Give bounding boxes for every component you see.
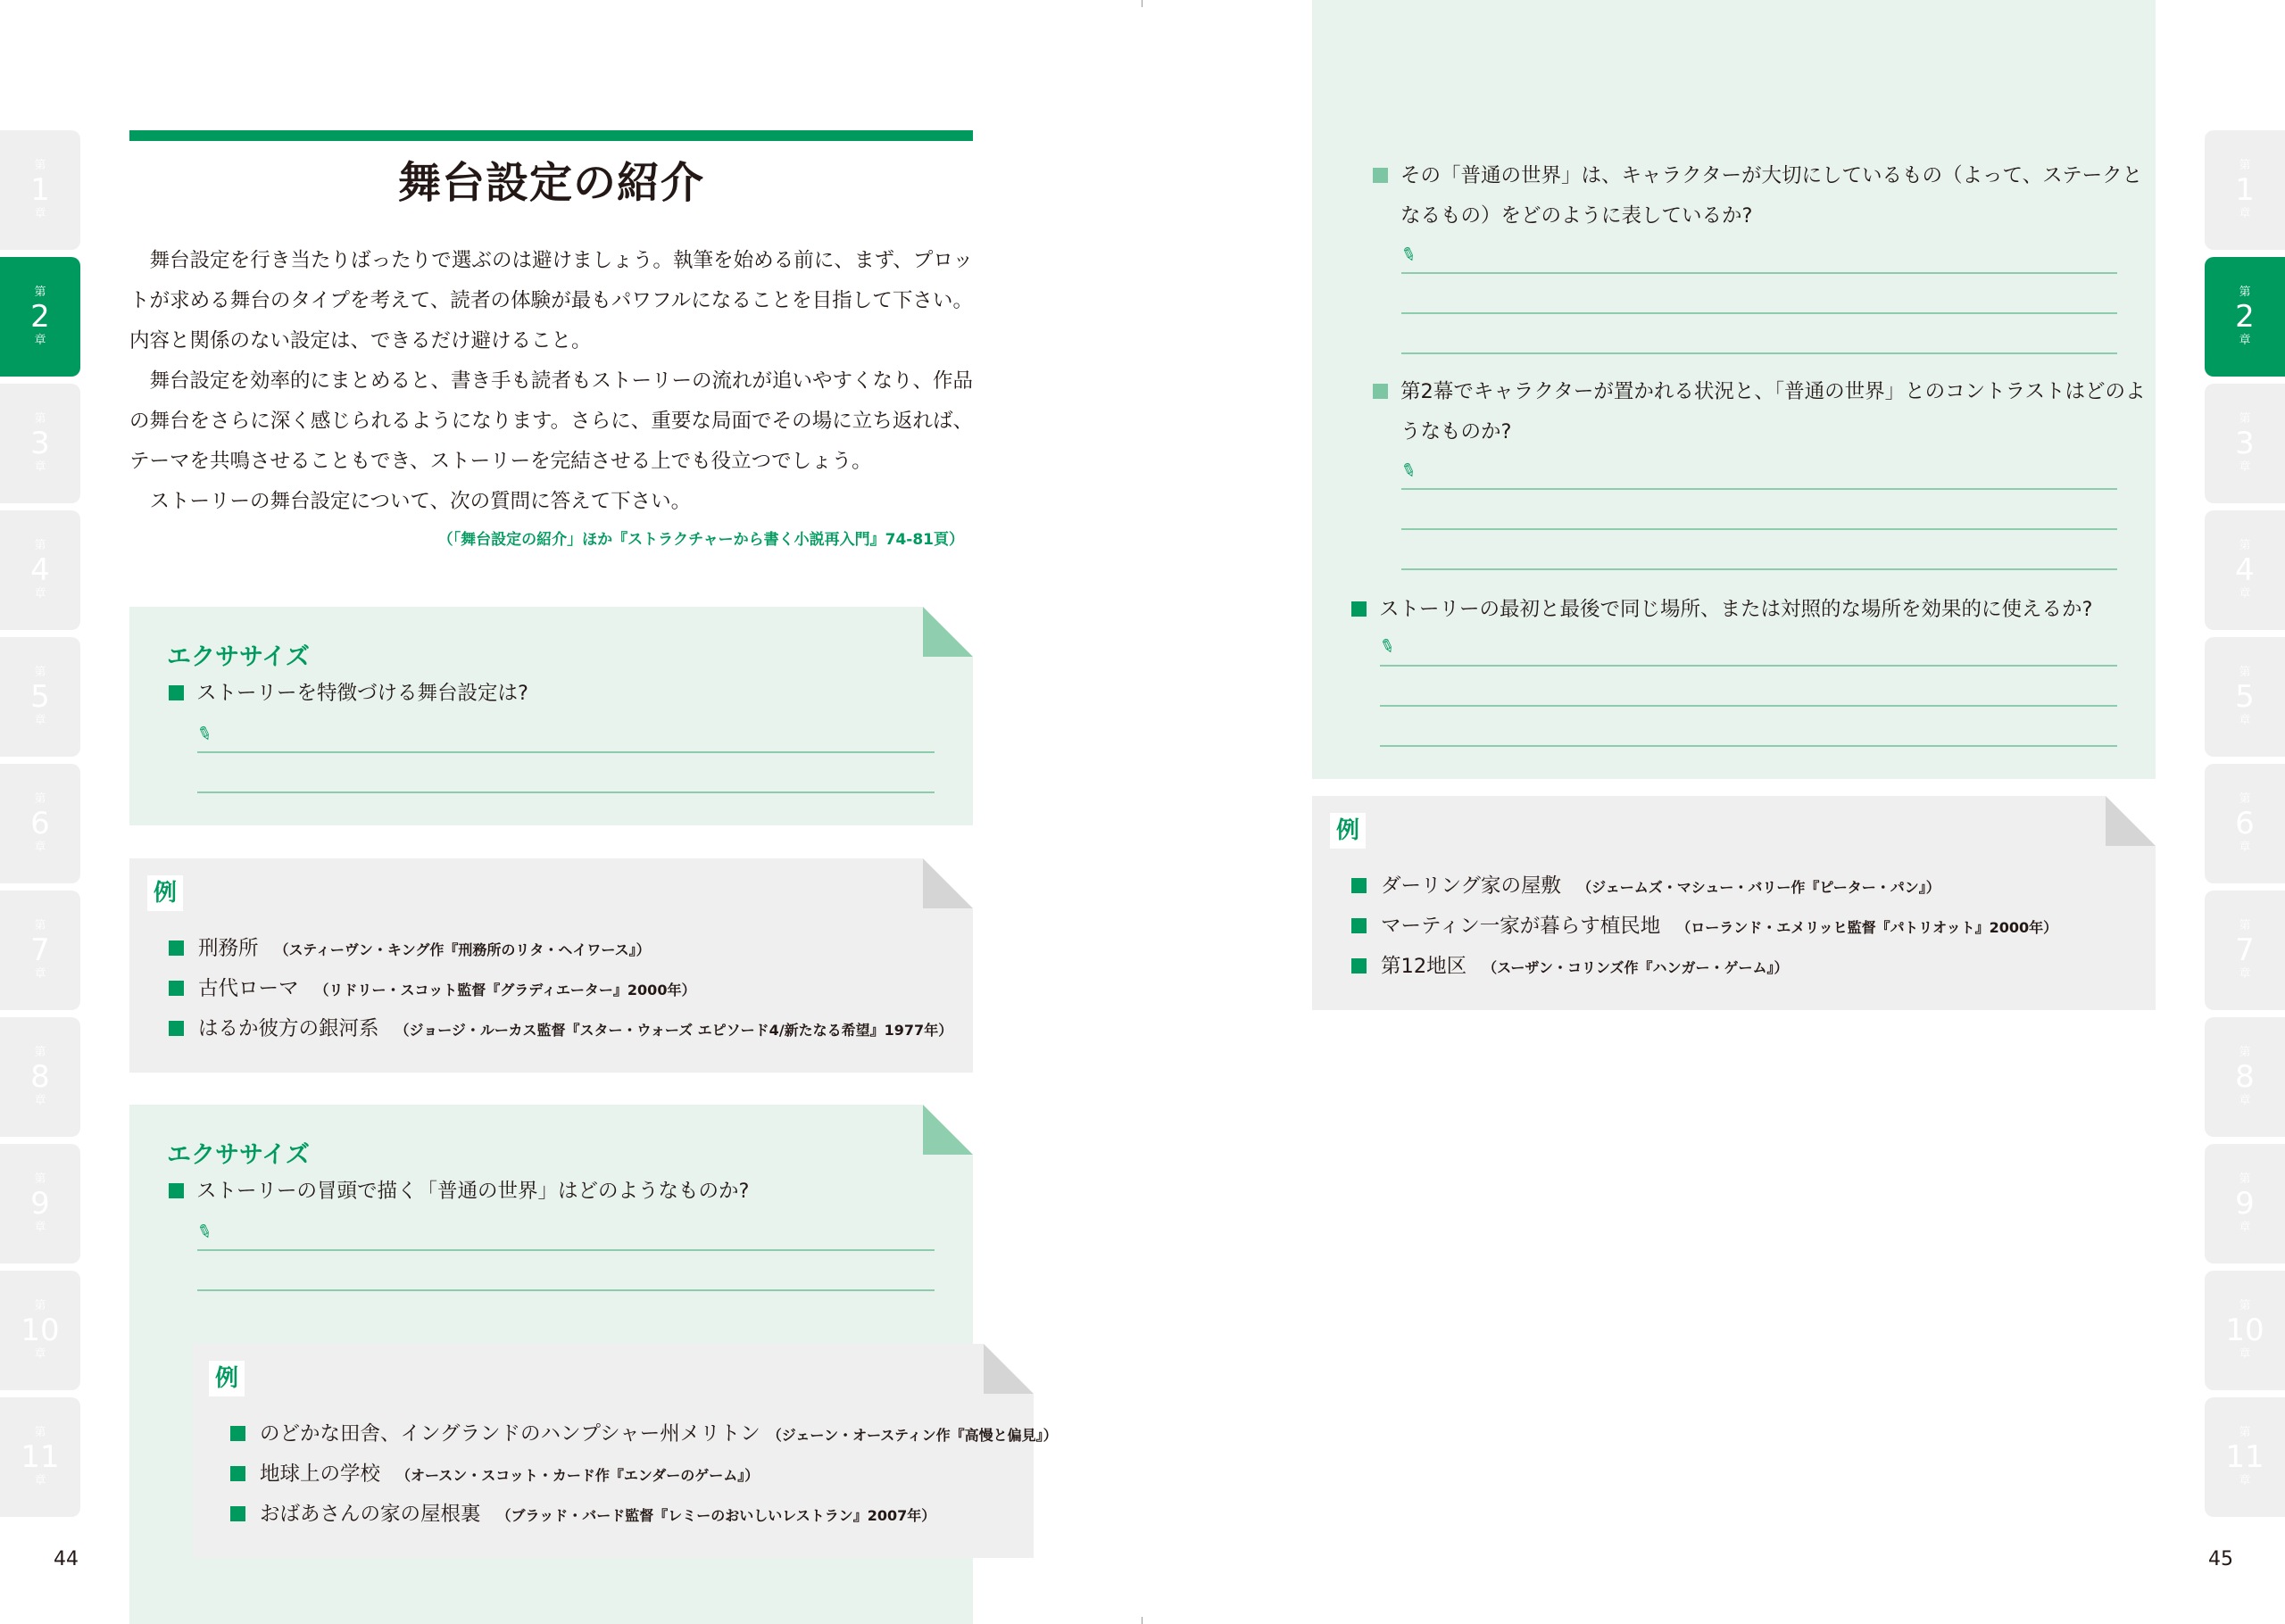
- example-label: 例: [147, 875, 183, 911]
- bullet-square-icon: [169, 940, 184, 956]
- chapter-tab-10[interactable]: [0, 1271, 80, 1390]
- tab-number: 9: [2235, 1186, 2255, 1222]
- tab-sho: 章: [34, 587, 46, 601]
- pencil-icon: ✎: [1376, 633, 1399, 659]
- page-number-left: 44: [54, 1548, 79, 1570]
- writing-line[interactable]: [1401, 488, 2117, 490]
- writing-line[interactable]: [1401, 272, 2117, 274]
- example-text: 刑務所: [198, 937, 259, 960]
- tab-dai: 第: [2239, 159, 2251, 172]
- tab-sho: 章: [2239, 1221, 2251, 1234]
- tab-dai: 第: [2239, 666, 2251, 679]
- chapter-tab-3[interactable]: [2205, 384, 2285, 503]
- example-box-3: [1312, 796, 2156, 1010]
- exercise-title: エクササイズ: [167, 1141, 310, 1169]
- chapter-tab-11[interactable]: [0, 1397, 80, 1517]
- tab-dai: 第: [34, 1426, 46, 1439]
- question-text: その「普通の世界」は、キャラクターが大切にしているもの（よって、ステークとなるもの）をどのように表しているか?: [1400, 164, 2143, 228]
- tab-number: 1: [2235, 172, 2255, 208]
- example-item: [230, 1498, 935, 1527]
- bullet-square-icon: [1351, 958, 1367, 974]
- example-reference: （スティーヴン・キング作『刑務所のリタ・ヘイワース』）: [274, 941, 651, 958]
- example-reference: （ローランド・エメリッヒ監督『パトリオット』2000年）: [1676, 919, 2058, 936]
- section-title: 舞台設定の紹介: [397, 158, 704, 208]
- example-reference: （スーザン・コリンズ作『ハンガー・ゲーム』）: [1483, 959, 1789, 976]
- writing-line[interactable]: [197, 751, 935, 753]
- tab-number: 11: [21, 1439, 60, 1475]
- example-text: 第12地区: [1381, 955, 1467, 978]
- tab-sho: 章: [34, 1094, 46, 1107]
- tab-dai: 第: [34, 1046, 46, 1059]
- bullet-square-icon: [230, 1506, 245, 1521]
- tab-number: 6: [30, 806, 50, 841]
- bullet-square-icon: [169, 1183, 184, 1198]
- example-text: マーティン一家が暮らす植民地: [1381, 915, 1661, 938]
- chapter-tab-10[interactable]: [2205, 1271, 2285, 1390]
- tab-dai: 第: [2239, 1046, 2251, 1059]
- tab-sho: 章: [34, 714, 46, 727]
- tab-sho: 章: [2239, 714, 2251, 727]
- tab-dai: 第: [34, 412, 46, 426]
- exercise-question: [169, 674, 528, 714]
- example-text: のどかな田舎、イングランドのハンプシャー州メリトン: [260, 1422, 760, 1446]
- bullet-square-icon: [1373, 384, 1388, 399]
- tab-number: 3: [30, 426, 50, 461]
- example-reference: （ジェームズ・マシュー・バリー作『ピーター・パン』）: [1577, 879, 1940, 896]
- tab-dai: 第: [2239, 539, 2251, 552]
- page-fold-corner: [984, 1344, 1034, 1394]
- writing-line[interactable]: [1401, 528, 2117, 530]
- chapter-tab-9[interactable]: [0, 1144, 80, 1264]
- bullet-square-icon: [1351, 918, 1367, 933]
- tab-dai: 第: [34, 286, 46, 299]
- example-reference: （リドリー・スコット監督『グラディエーター』2000年）: [314, 982, 696, 998]
- exercise-question: [169, 1172, 749, 1212]
- tab-sho: 章: [34, 334, 46, 347]
- tab-number: 1: [30, 172, 50, 208]
- tab-sho: 章: [34, 1221, 46, 1234]
- chapter-tab-2[interactable]: [0, 257, 80, 377]
- tab-number: 4: [30, 552, 50, 588]
- tab-sho: 章: [2239, 460, 2251, 474]
- example-item: [1351, 950, 1789, 979]
- chapter-tab-5[interactable]: [0, 637, 80, 757]
- example-reference: （ブラッド・バード監督『レミーのおいしいレストラン』2007年）: [496, 1507, 936, 1524]
- bullet-square-icon: [1373, 168, 1388, 183]
- bullet-square-icon: [230, 1426, 245, 1441]
- tab-dai: 第: [34, 792, 46, 806]
- example-box-1: [129, 858, 973, 1073]
- example-item: [230, 1458, 759, 1487]
- example-label: 例: [209, 1361, 245, 1396]
- tab-dai: 第: [34, 159, 46, 172]
- intro-paragraph: ストーリーの舞台設定について、次の質問に答えて下さい。: [149, 490, 692, 513]
- tab-sho: 章: [2239, 207, 2251, 220]
- tab-number: 4: [2235, 552, 2255, 588]
- tab-sho: 章: [34, 1347, 46, 1361]
- tab-sho: 章: [34, 207, 46, 220]
- writing-line[interactable]: [1380, 665, 2117, 667]
- tab-sho: 章: [2239, 587, 2251, 601]
- example-reference: （オースン・スコット・カード作『エンダーのゲーム』）: [396, 1467, 760, 1484]
- question-text: ストーリーの冒頭で描く「普通の世界」はどのようなものか?: [196, 1180, 750, 1203]
- chapter-tab-5[interactable]: [2205, 637, 2285, 757]
- tab-sho: 章: [2239, 1347, 2251, 1361]
- tab-sho: 章: [2239, 967, 2251, 981]
- example-text: はるか彼方の銀河系: [198, 1017, 379, 1040]
- example-item: [1351, 870, 1940, 899]
- tab-number: 5: [2235, 679, 2255, 715]
- pencil-icon: ✎: [1398, 457, 1420, 484]
- chapter-tab-6[interactable]: [0, 764, 80, 883]
- tab-number: 9: [30, 1186, 50, 1222]
- tab-dai: 第: [2239, 792, 2251, 806]
- tab-sho: 章: [34, 460, 46, 474]
- source-citation: （「舞台設定の紹介」ほか『ストラクチャーから書く小説再入門』74-81頁）: [437, 531, 964, 549]
- tab-number: 10: [2225, 1313, 2264, 1348]
- tab-dai: 第: [34, 1172, 46, 1186]
- example-item: [1351, 910, 2057, 939]
- chapter-tab-1[interactable]: [2205, 130, 2285, 250]
- tab-number: 6: [2235, 806, 2255, 841]
- question-text: ストーリーの最初と最後で同じ場所、または対照的な場所を効果的に使えるか?: [1379, 598, 2093, 621]
- bullet-square-icon: [169, 685, 184, 700]
- tab-number: 8: [30, 1059, 50, 1095]
- tab-dai: 第: [34, 666, 46, 679]
- page-fold-corner: [923, 1105, 973, 1155]
- tab-sho: 章: [2239, 1094, 2251, 1107]
- tab-number: 2: [30, 299, 50, 335]
- exercise-title: エクササイズ: [167, 643, 310, 671]
- page-fold-corner: [923, 607, 973, 657]
- chapter-tab-6[interactable]: [2205, 764, 2285, 883]
- writing-line[interactable]: [1401, 568, 2117, 570]
- tab-number: 10: [21, 1313, 60, 1348]
- chapter-tab-9[interactable]: [2205, 1144, 2285, 1264]
- tab-number: 8: [2235, 1059, 2255, 1095]
- example-reference: （ジェーン・オースティン作『高慢と偏見』）: [767, 1427, 1058, 1444]
- example-item: [169, 1013, 952, 1041]
- tab-dai: 第: [2239, 1172, 2251, 1186]
- tab-number: 5: [30, 679, 50, 715]
- title-bar: [129, 130, 973, 141]
- example-box-2: [193, 1344, 1058, 1558]
- intro-text: [129, 241, 973, 522]
- chapter-tab-3[interactable]: [0, 384, 80, 503]
- tab-dai: 第: [2239, 919, 2251, 932]
- chapter-tab-4[interactable]: [0, 510, 80, 630]
- tab-number: 7: [30, 932, 50, 968]
- intro-paragraph: 舞台設定を行き当たりばったりで選ぶのは避けましょう。執筆を始める前に、まず、プロットが求める舞台のタイプを考えて、読者の体験が最もパワフルになることを目指して下さい。内容と関係のない設定は、できるだけ避けること。: [129, 249, 973, 352]
- example-item: [230, 1418, 1058, 1446]
- tab-dai: 第: [34, 1299, 46, 1313]
- chapter-tab-2[interactable]: [2205, 257, 2285, 377]
- tab-sho: 章: [34, 967, 46, 981]
- pencil-icon: ✎: [194, 720, 216, 747]
- exercise-box-1: [129, 607, 973, 825]
- bullet-square-icon: [169, 1021, 184, 1036]
- chapter-tab-7[interactable]: [0, 891, 80, 1010]
- bullet-square-icon: [169, 981, 184, 996]
- tab-sho: 章: [2239, 1474, 2251, 1487]
- chapter-tab-7[interactable]: [2205, 891, 2285, 1010]
- tab-dai: 第: [2239, 1426, 2251, 1439]
- example-reference: （ジョージ・ルーカス監督『スター・ウォーズ エピソード4/新たなる希望』1977年）: [395, 1022, 953, 1039]
- example-text: おばあさんの家の屋根裏: [260, 1503, 481, 1526]
- tab-dai: 第: [2239, 286, 2251, 299]
- writing-line[interactable]: [1380, 705, 2117, 707]
- question-text: 第2幕でキャラクターが置かれる状況と、「普通の世界」とのコントラストはどのようなものか?: [1400, 380, 2146, 443]
- tab-sho: 章: [2239, 334, 2251, 347]
- tab-dai: 第: [34, 919, 46, 932]
- exercise-question: [1373, 372, 2155, 452]
- tab-number: 11: [2225, 1439, 2264, 1475]
- writing-line[interactable]: [1380, 745, 2117, 747]
- question-text: ストーリーを特徴づける舞台設定は?: [196, 682, 528, 705]
- tab-dai: 第: [2239, 1299, 2251, 1313]
- example-text: 古代ローマ: [198, 977, 299, 1000]
- tab-number: 3: [2235, 426, 2255, 461]
- bullet-square-icon: [1351, 878, 1367, 893]
- tab-number: 7: [2235, 932, 2255, 968]
- example-item: [169, 932, 651, 961]
- example-label: 例: [1330, 813, 1366, 849]
- tab-number: 2: [2235, 299, 2255, 335]
- chapter-tab-11[interactable]: [2205, 1397, 2285, 1517]
- intro-paragraph: 舞台設定を効率的にまとめると、書き手も読者もストーリーの流れが追いやすくなり、作品の舞台をさらに深く感じられるようになります。さらに、重要な局面でその場に立ち返れば、テーマを共鳴させることもでき、ストーリーを完結させる上でも役立つでしょう。: [129, 369, 974, 473]
- chapter-tab-1[interactable]: [0, 130, 80, 250]
- chapter-tab-8[interactable]: [0, 1017, 80, 1137]
- exercise-question: [1351, 590, 2092, 630]
- bullet-square-icon: [230, 1466, 245, 1481]
- writing-line[interactable]: [197, 791, 935, 793]
- tab-sho: 章: [34, 1474, 46, 1487]
- writing-line[interactable]: [1401, 312, 2117, 314]
- bullet-square-icon: [1351, 601, 1367, 617]
- pencil-icon: ✎: [1398, 241, 1420, 268]
- pencil-icon: ✎: [194, 1218, 216, 1245]
- exercise-box-continued: [1312, 0, 2156, 779]
- example-text: 地球上の学校: [260, 1462, 381, 1486]
- exercise-question: [1373, 156, 2155, 236]
- writing-line[interactable]: [197, 1289, 935, 1291]
- chapter-tab-8[interactable]: [2205, 1017, 2285, 1137]
- page-fold-corner: [2106, 796, 2156, 846]
- tab-dai: 第: [2239, 412, 2251, 426]
- example-item: [169, 973, 695, 1001]
- tab-sho: 章: [34, 841, 46, 854]
- writing-line[interactable]: [1401, 352, 2117, 354]
- tab-dai: 第: [34, 539, 46, 552]
- page-number-right: 45: [2208, 1548, 2233, 1570]
- tab-sho: 章: [2239, 841, 2251, 854]
- writing-line[interactable]: [197, 1249, 935, 1251]
- page-fold-corner: [923, 858, 973, 908]
- example-text: ダーリング家の屋敷: [1381, 874, 1562, 898]
- chapter-tab-4[interactable]: [2205, 510, 2285, 630]
